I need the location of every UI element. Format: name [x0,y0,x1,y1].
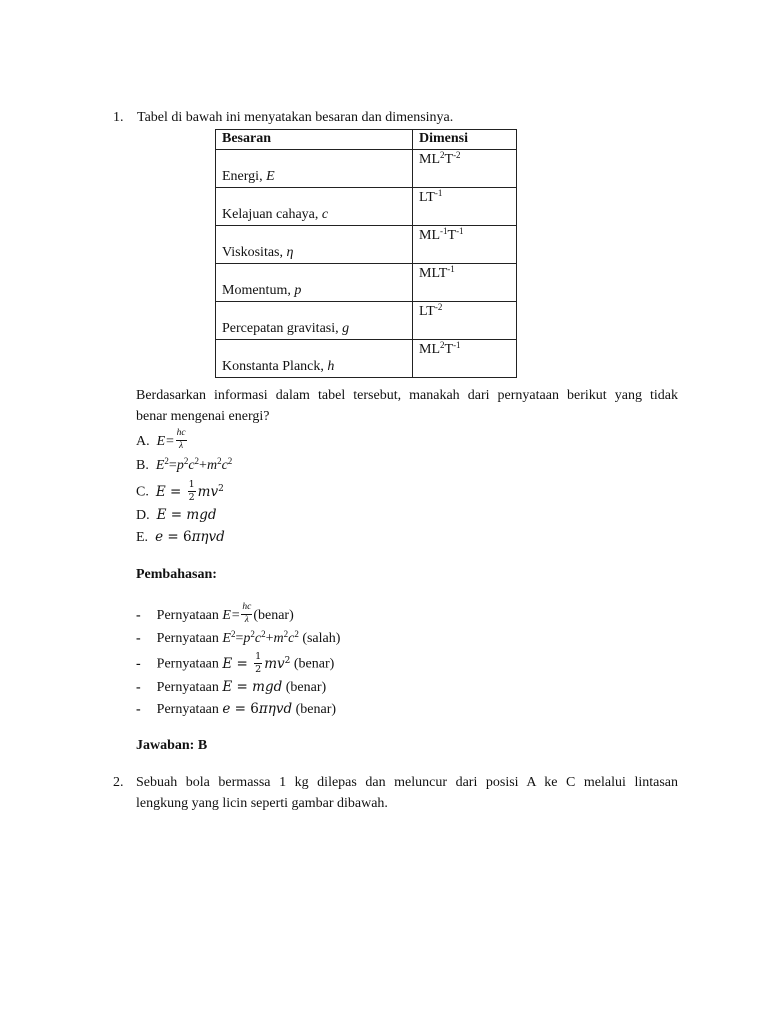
option-b: B. $E^2=p^2c^2+m^2c^2$ [136,456,233,473]
row-name: Percepatan gravitasi, g [216,302,413,340]
option-a: A. E= $\frac{hc}{\lambda}$ [136,428,186,451]
question-2-text-line1: Sebuah bola bermassa 1 kg dilepas dan meluncur dari posisi A ke C melalui lintasan [136,775,678,790]
row-dimension: $ML^2T^{-1}$ [413,340,517,378]
question-1-intro: Tabel di bawah ini menyatakan besaran dan dimensinya. [137,110,454,125]
row-dimension: $LT^{-1}$ [413,188,517,226]
table-row [216,150,517,188]
question-1-text-line2: benar mengenai energi? [136,409,270,424]
pembahasan-item: - Pernyataan $E^2=p^2c^2+m^2c^2$ (salah) [136,629,341,646]
pembahasan-item: - Pernyataan E= $\frac{hc}{\lambda}$ (benar) [136,602,294,625]
option-e: E. e = 6πηvd [136,529,225,545]
row-dimension: $MLT^{-1}$ [413,264,517,302]
answer-line: Jawaban: B [136,738,208,753]
bullet-dash: - [136,631,141,646]
row-name: Energi, E [216,150,413,188]
table-row [216,226,517,264]
bullet-dash: - [136,608,141,624]
table-row [216,188,517,226]
pembahasan-item: - Pernyataan E = mgd (benar) [136,679,327,695]
row-name: Kelajuan cahaya, c [216,188,413,226]
header-besaran: Besaran [216,130,413,150]
question-2-number: 2. [113,775,124,790]
bullet-dash: - [136,702,141,717]
question-1-text-line1: Berdasarkan informasi dalam tabel tersebut, manakah dari pernyataan berikut yang tidak [136,388,678,403]
table-header-row [216,130,517,150]
row-dimension: $ML^2T^{-2}$ [413,150,517,188]
table-row [216,264,517,302]
question-1-number: 1. [113,110,124,125]
row-dimension: $ML^{-1}T^{-1}$ [413,226,517,264]
table-row [216,302,517,340]
table-row [216,340,517,378]
row-name: Momentum, p [216,264,413,302]
option-d: D. E = mgd [136,507,217,523]
row-name: Viskositas, η [216,226,413,264]
row-dimension: $LT^{-2}$ [413,302,517,340]
dimension-table [215,129,517,378]
pembahasan-item: - Pernyataan E = $\frac{1}{2}$ $mv^2$ (benar) [136,651,335,675]
pembahasan-heading: Pembahasan: [136,567,217,582]
bullet-dash: - [136,656,141,672]
question-2-text-line2: lengkung yang licin seperti gambar dibawah. [136,796,388,811]
row-name: Konstanta Planck, h [216,340,413,378]
option-c: C. E = $\frac{1}{2}$ $mv^2$ [136,479,224,503]
header-dimensi: Dimensi [413,130,517,150]
pembahasan-item: - Pernyataan e = 6πηvd (benar) [136,701,337,717]
bullet-dash: - [136,680,141,695]
